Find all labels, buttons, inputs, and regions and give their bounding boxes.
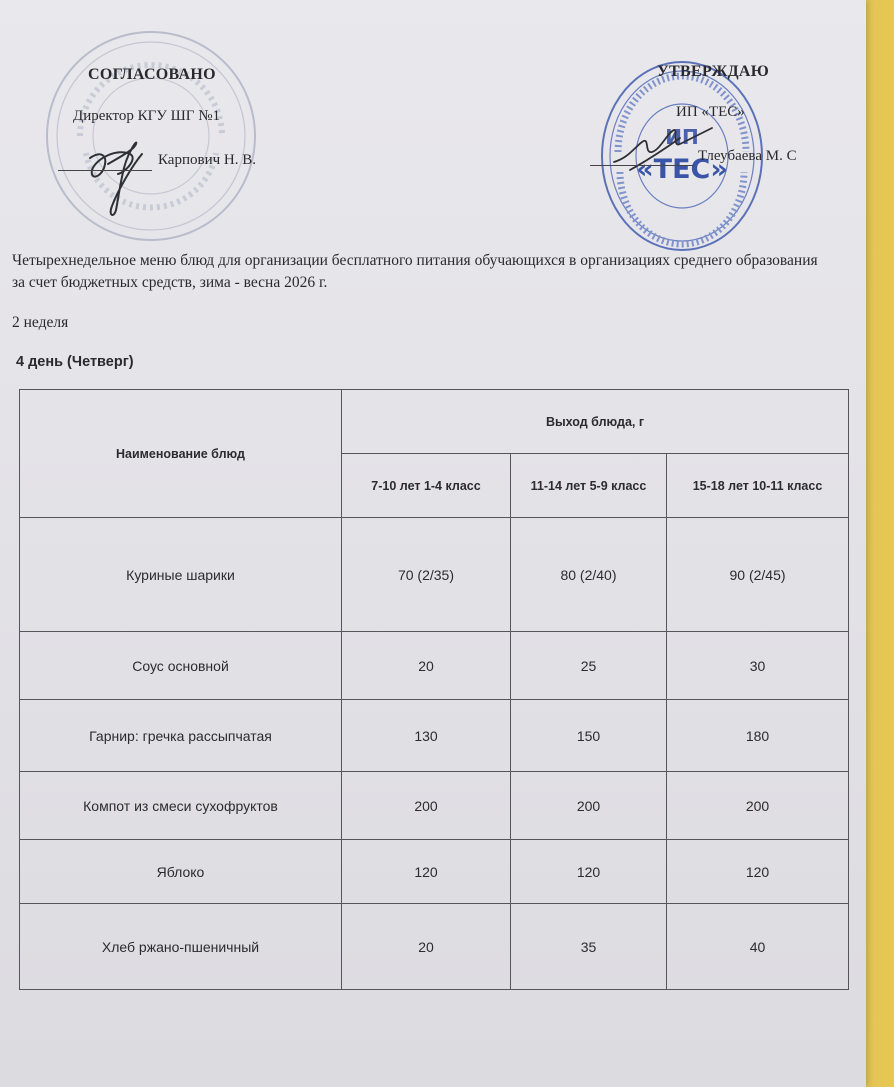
menu-description: Четырехнедельное меню блюд для организации бесплатного питания обучающихся в организациях среднего образования за счет бюджетных средств, зима - весна 2026 г. [12,252,818,291]
left-signature-line [58,170,152,171]
director-name: Карпович Н. В. [158,152,256,168]
output-cell: 180 [667,700,849,772]
output-cell: 40 [667,904,849,990]
director-signature [78,128,170,220]
table-row [20,840,849,904]
day-label: 4 день (Четверг) [16,354,134,370]
dish-name-cell: Куриные шарики [20,518,342,632]
output-cell: 20 [342,904,511,990]
approved-left-title: СОГЛАСОВАНО [88,66,216,83]
output-cell: 80 (2/40) [511,518,667,632]
output-cell: 120 [511,840,667,904]
table-row [20,904,849,990]
week-label: 2 неделя [12,314,69,331]
output-cell: 200 [511,772,667,840]
right-signature-line [590,165,694,166]
stamp-top-text: ИП [665,125,699,149]
output-cell: 20 [342,632,511,700]
owner-name: Тлеубаева М. С [698,148,797,164]
menu-table [19,389,848,989]
output-cell: 70 (2/35) [342,518,511,632]
director-position: Директор КГУ ШГ №1 [73,108,221,124]
table-row [20,772,849,840]
table-row [20,700,849,772]
output-cell: 120 [342,840,511,904]
table-row [20,518,849,632]
approved-right-title: УТВЕРЖДАЮ [657,63,770,80]
output-cell: 130 [342,700,511,772]
output-cell: 200 [342,772,511,840]
age-group-header: 11-14 лет 5-9 класс [511,454,667,518]
output-cell: 200 [667,772,849,840]
dish-name-cell: Хлеб ржано-пшеничный [20,904,342,990]
company-name: ИП «ТЕС» [676,104,745,120]
dish-name-cell: Компот из смеси сухофруктов [20,772,342,840]
dish-name-cell: Соус основной [20,632,342,700]
table-row [20,632,849,700]
dish-name-header: Наименование блюд [20,390,342,518]
dish-name-cell: Яблоко [20,840,342,904]
output-cell: 25 [511,632,667,700]
output-cell: 35 [511,904,667,990]
output-cell: 30 [667,632,849,700]
output-cell: 90 (2/45) [667,518,849,632]
age-group-header: 15-18 лет 10-11 класс [667,454,849,518]
output-cell: 120 [667,840,849,904]
stamp-center-text: «ТЕС» [636,154,728,185]
dish-output-header: Выход блюда, г [342,390,849,454]
output-cell: 150 [511,700,667,772]
dish-name-cell: Гарнир: гречка рассыпчатая [20,700,342,772]
age-group-header: 7-10 лет 1-4 класс [342,454,511,518]
